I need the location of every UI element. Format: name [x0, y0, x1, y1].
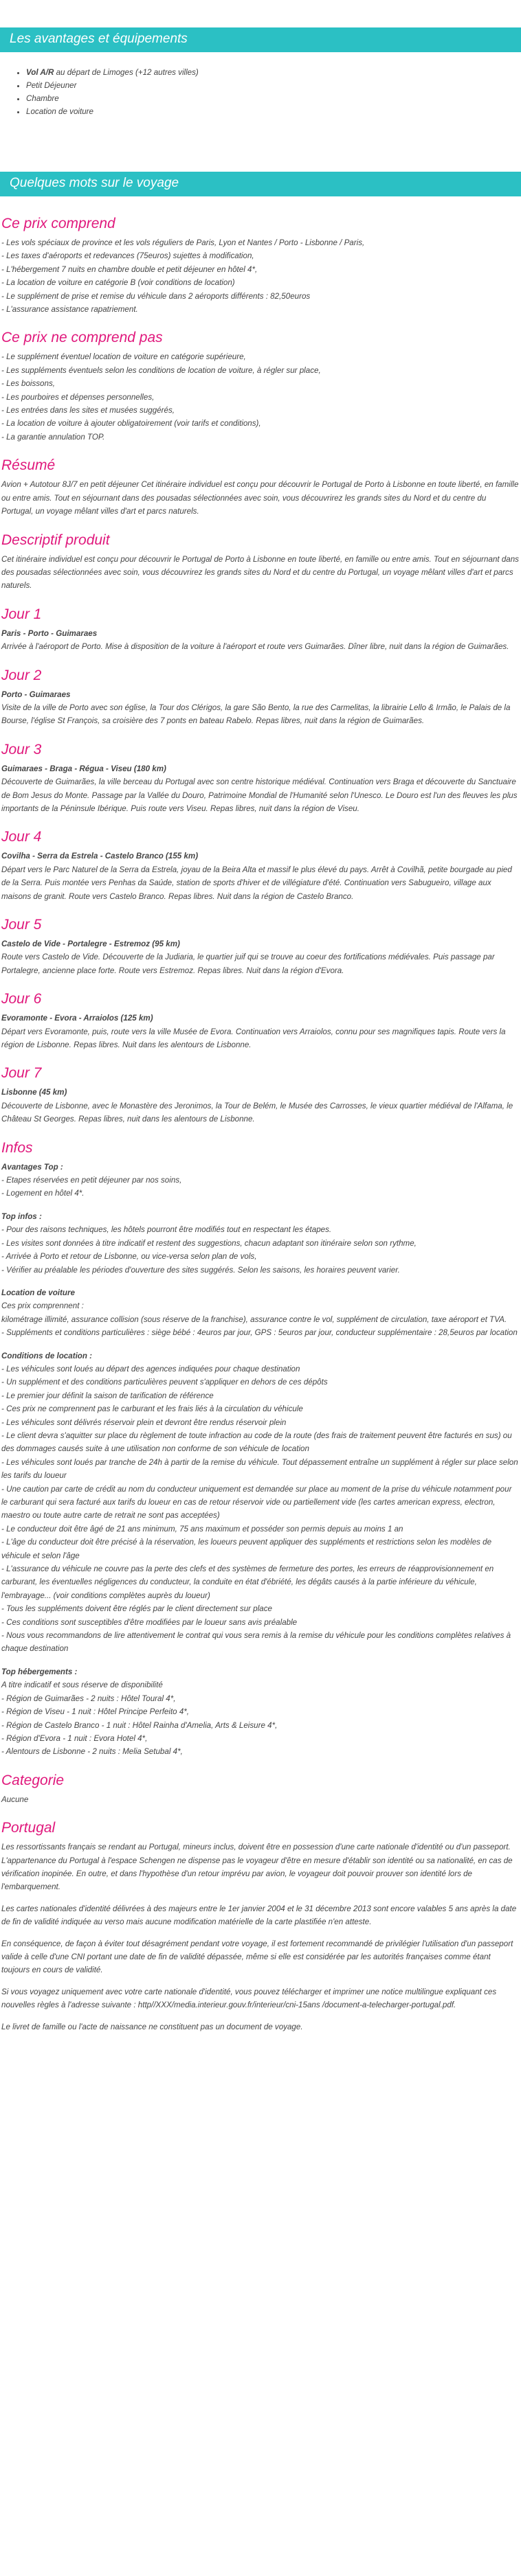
conditions-line: - Nous vous recommandons de lire attentivement le contrat qui vous sera remis à la remise du véhicule pour les conditions complètes relatives à chaque destination — [1, 1631, 511, 1654]
hotels-line: - Région de Viseu - 1 nuit : Hôtel Principe Perfeito 4*, — [1, 1707, 190, 1717]
top-infos-line: - Arrivée à Porto et retour de Lisbonne, ou vice-versa selon plan de vols, — [1, 1252, 257, 1262]
resume-title: Résumé — [1, 457, 56, 474]
categorie-title: Categorie — [1, 1772, 65, 1788]
day-text: Découverte de Lisbonne, avec le Monastère des Jeronimos, la Tour de Belém, le Musée des Carrosses, le vieux quartier médiéval de l'Alfama, le Château St Georges. Repas libres, nuit dans les alentours de Lisbonne. — [1, 1101, 513, 1124]
top-infos-list — [1, 1223, 520, 1277]
hotels-list — [1, 1678, 520, 1758]
hotels-line: - Région de Guimarães - 2 nuits : Hôtel Toural 4*, — [1, 1694, 176, 1703]
day-title: Jour 7 — [1, 1065, 42, 1082]
day-title: Jour 5 — [1, 917, 42, 933]
top-infos-title: Top infos : — [1, 1211, 42, 1221]
day-text: Départ vers Evoramonte, puis, route vers la ville Musée de Evora. Continuation vers Arraiolos, connu pour ses magnifiques tapis. Route vers la région de Lisbonne. Repas libres. Nuit dans les alentours de Lisbonne. — [1, 1027, 506, 1050]
portugal-paragraph: Les ressortissants français se rendant au Portugal, mineurs inclus, doivent être en possession d'une carte nationale d'identité ou d'un passeport. L'appartenance du Portugal à l'espace Schengen ne dispense pas le voyageur d'être en mesure d'établir son identité ou sa nationalité, en cas de vérification inopinée. En outre, et dans l'hypothèse d'un retour imprévu par avion, le voyageur doit pouvoir prouver son identité lors de l'embarquement. — [1, 1843, 513, 1892]
hotels-line: - Alentours de Lisbonne - 2 nuits : Melia Setubal 4*, — [1, 1747, 183, 1757]
includes-line: - Les vols spéciaux de province et les vols réguliers de Paris, Lyon et Nantes / Porto - Lisbonne / Paris, — [1, 238, 365, 247]
conditions-line: - Une caution par carte de crédit au nom du conducteur uniquement est demandée sur place au moment de la prise du véhicule notamment pour le carburant qui sera facturé aux tarifs du loueur en cas de retour réservoir vide ou partiellement vide (les cartes american express, electron, maestro ou toute autre carte de retrait ne sont pas acceptées) — [1, 1484, 512, 1520]
excludes-line: - Les entrées dans les sites et musées suggérés, — [1, 406, 175, 415]
portugal-paragraph: En conséquence, de façon à éviter tout désagrément pendant votre voyage, il est fortement recommandé de privilégier l'utilisation d'un passeport valide à celle d'une CNI portant une date de fin de validité dépassée, même si elle est considérée par les autorités françaises comme étant toujours en cours de validité. — [1, 1939, 513, 1975]
avantages-top-line: - Etapes réservées en petit déjeuner par nos soins, — [1, 1176, 182, 1185]
descriptif-title: Descriptif produit — [1, 532, 110, 548]
advantage-item: • Chambre — [26, 92, 521, 105]
conditions-line: - Le client devra s'aquitter sur place du règlement de toute infraction au code de la route (des frais de traitement peuvent être facturés en sus) ou des dommages causés suite à une utilisation non conforme de son véhicule de location — [1, 1431, 512, 1454]
day-text: Départ vers le Parc Naturel de la Serra da Estrela, joyau de la Beira Alta et massif le plus élevé du pays. Arrêt à Covilhã, petite bourgade au pied de la Serra. Puis montée vers Penhas da Saúde, station de sports d'hiver et de villégiature d'été. Continuation vers Sabugueiro, village aux maisons de granit. Route vers Castelo Branco. Repas libres. Nuit dans la région de Castelo Branco. — [1, 865, 512, 901]
includes-line: - L'hébergement 7 nuits en chambre double et petit déjeuner en hôtel 4*, — [1, 264, 258, 274]
top-infos-line: - Les visites sont données à titre indicatif et restent des suggestions, chacun adaptant son itinéraire selon son rythme, — [1, 1238, 417, 1248]
conditions-line: - Le conducteur doit être âgé de 21 ans minimum, 75 ans maximum et posséder son permis depuis au moins 1 an — [1, 1524, 403, 1534]
conditions-list — [1, 1363, 520, 1656]
advantage-item: • Vol A/R au départ de Limoges (+12 autres villes) — [26, 66, 521, 79]
excludes-title: Ce prix ne comprend pas — [1, 330, 163, 346]
day-subtitle: Lisbonne (45 km) — [1, 1088, 67, 1097]
includes-line: - L'assurance assistance rapatriement. — [1, 305, 138, 315]
advantage-item: • Location de voiture — [26, 105, 521, 118]
conditions-line: - Les véhicules sont loués au départ des agences indiquées pour chaque destination — [1, 1364, 300, 1374]
conditions-line: - Le premier jour définit la saison de tarification de référence — [1, 1391, 214, 1400]
includes-line: - Le supplément de prise et remise du véhicule dans 2 aéroports différents : 82,50euros — [1, 291, 311, 301]
day-subtitle: Paris - Porto - Guimaraes — [1, 628, 98, 638]
day-title: Jour 3 — [1, 741, 42, 757]
portugal-paragraph: Si vous voyagez uniquement avec votre carte nationale d'identité, vous pouvez télécharger et imprimer une notice multilingue expliquant ces nouvelles règles à l'adresse suivante : http//XXX/media.interieur.gouv.fr/interieur/cni-15ans /document-a-telecharger-portugal.pdf. — [1, 1987, 497, 2010]
conditions-line: - Un supplément et des conditions particulières peuvent s'appliquer en dehors de ces dépôts — [1, 1378, 328, 1387]
page — [0, 27, 521, 2576]
hotels-line: - Région d'Evora - 1 nuit : Evora Hotel 4*, — [1, 1733, 148, 1743]
advantages-list — [0, 66, 521, 118]
resume-text: Avion + Autotour 8J/7 en petit déjeuner Cet itinéraire individuel est conçu pour découvrir le Portugal de Porto à Lisbonne en toute liberté, en famille ou entre amis. Tout en séjournant dans des pousadas sélectionnées avec soin, vous découvrirez les grands sites du Nord et du centre du Portugal, un voyage mêlant villes d'art et parcs naturels. — [1, 480, 519, 516]
includes-line: - Les taxes d'aéroports et redevances (75euros) sujettes à modification, — [1, 251, 254, 261]
portugal-paragraph: Les cartes nationales d'identité délivrées à des majeurs entre le 1er janvier 2004 et le 31 décembre 2013 sont encore valables 5 ans après la date de fin de validité indiquée au verso mais aucune modification matérielle de la carte plastifiée n'en atteste. — [1, 1904, 517, 1927]
includes-title: Ce prix comprend — [1, 216, 115, 231]
categorie-value: Aucune — [1, 1794, 29, 1804]
portugal-title: Portugal — [1, 1820, 56, 1836]
conditions-line: - Tous les suppléments doivent être réglés par le client directement sur place — [1, 1604, 272, 1614]
day-subtitle: Castelo de Vide - Portalegre - Estremoz (95 km) — [1, 939, 180, 948]
location-list — [1, 1299, 520, 1339]
voyage-heading: Quelques mots sur le voyage — [0, 172, 521, 196]
conditions-line: - Les véhicules sont loués par tranche de 24h à partir de la remise du véhicule. Tout dépassement entraîne un supplément à régler sur place selon les tarifs du loueur — [1, 1457, 518, 1481]
includes-list — [1, 236, 520, 316]
conditions-line: - Les véhicules sont délivrés réservoir plein et devront être rendus réservoir plein — [1, 1417, 287, 1427]
conditions-line: - Ces prix ne comprennent pas le carburant et les frais liés à la circulation du véhicule — [1, 1404, 303, 1414]
conditions-title: Conditions de location : — [1, 1351, 93, 1360]
excludes-line: - Les pourboires et dépenses personnelles, — [1, 392, 155, 402]
excludes-line: - La location de voiture à ajouter obligatoirement (voir tarifs et conditions), — [1, 419, 261, 429]
location-line: Ces prix comprennent : — [1, 1301, 84, 1311]
portugal-paragraph: Le livret de famille ou l'acte de naissance ne constituent pas un document de voyage. — [1, 2022, 303, 2031]
excludes-line: - Les suppléments éventuels selon les conditions de location de voiture, à régler sur place, — [1, 365, 321, 375]
advantages-heading: Les avantages et équipements — [0, 27, 521, 52]
conditions-line: - Ces conditions sont susceptibles d'être modifiées par le loueur sans avis préalable — [1, 1617, 298, 1627]
excludes-line: - Le supplément éventuel location de voiture en catégorie supérieure, — [1, 352, 246, 362]
hotels-line: - Région de Castelo Branco - 1 nuit : Hôtel Rainha d'Amelia, Arts & Leisure 4*, — [1, 1720, 278, 1730]
top-infos-line: - Pour des raisons techniques, les hôtels pourront être modifiés tout en respectant les étapes. — [1, 1225, 332, 1235]
excludes-line: - Les boissons, — [1, 379, 55, 389]
day-text: Arrivée à l'aéroport de Porto. Mise à disposition de la voiture à l'aéroport et route vers Guimarães. Dîner libre, nuit dans la région de Guimarães. — [1, 642, 509, 652]
day-text: Route vers Castelo de Vide. Découverte de la Judiaria, le quartier juif qui se trouve au coeur des fortifications médiévales. Puis passage par Portalegre, ancienne place forte. Route vers Estremoz. Repas libres. Nuit dans la région d'Evora. — [1, 953, 495, 975]
includes-line: - La location de voiture en catégorie B (voir conditions de location) — [1, 278, 235, 288]
voyage-content — [0, 214, 521, 2033]
day-subtitle: Evoramonte - Evora - Arraiolos (125 km) — [1, 1014, 153, 1023]
day-title: Jour 1 — [1, 606, 42, 622]
descriptif-text: Cet itinéraire individuel est conçu pour découvrir le Portugal de Porto à Lisbonne en toute liberté, en famille ou entre amis. Tout en séjournant dans des pousadas sélectionnées avec soin, vous découvrirez les grands sites du Nord et du centre du Portugal, un voyage mêlant villes d'art et parcs naturels. — [1, 554, 519, 591]
avantages-top-list — [1, 1174, 520, 1200]
day-subtitle: Guimaraes - Braga - Régua - Viseu (180 km) — [1, 764, 166, 773]
day-text: Visite de la ville de Porto avec son église, la Tour dos Clérigos, la gare São Bento, la rue des Carmelitas, la librairie Lello & Irmão, le Palais de la Bourse, l'église St François, sa croisière des 7 ponts en bateau Rabelo. Repas libres, nuit dans la région de Guimarães. — [1, 703, 511, 726]
day-text: Découverte de Guimarães, la ville berceau du Portugal avec son centre historique médiéval. Continuation vers Braga et découverte du Sanctuaire de Bom Jesus do Monte. Passage par la Vallée du Douro, Patrimoine Mondial de l'Humanité selon l'Unesco. Le Douro est l'un des fleuves les plus importants de la Péninsule Ibérique. Puis route vers Viseu. Repas libres, nuit dans la région de Viseu. — [1, 777, 518, 813]
location-title: Location de voiture — [1, 1288, 75, 1297]
day-subtitle: Porto - Guimaraes — [1, 689, 71, 699]
conditions-line: - L'assurance du véhicule ne couvre pas la perte des clefs et des systèmes de fermeture des portes, les erreurs de réapprovisionnement en carburant, les éventuelles négligences du conducteur, la conduite en état d'ébriété, les dégâts causés à la partie inférieure du véhicule, l'embrayage... (voir conditions complètes auprès du loueur) — [1, 1564, 494, 1600]
advantage-item: • Petit Déjeuner — [26, 79, 521, 92]
top-infos-line: - Vérifier au préalable les périodes d'ouverture des sites suggérés. Selon les saisons, les horaires peuvent varier. — [1, 1265, 400, 1275]
hotels-title: Top hébergements : — [1, 1667, 78, 1676]
day-title: Jour 6 — [1, 991, 42, 1007]
infos-title: Infos — [1, 1139, 33, 1156]
avantages-top-title: Avantages Top : — [1, 1162, 63, 1172]
hotels-line: A titre indicatif et sous réserve de disponibilité — [1, 1680, 163, 1690]
day-title: Jour 4 — [1, 829, 42, 845]
day-title: Jour 2 — [1, 667, 42, 683]
excludes-list — [1, 350, 520, 444]
conditions-line: - L'âge du conducteur doit être précisé à la réservation, les loueurs peuvent appliquer des suppléments et restrictions selon les modèles de véhicule et selon l'âge — [1, 1538, 492, 1560]
avantages-top-line: - Logement en hôtel 4*. — [1, 1189, 85, 1198]
location-line: - Suppléments et conditions particulières : siège bébé : 4euros par jour, GPS : 5euros par jour, conducteur supplémentaire : 28,5euros par location — [1, 1328, 518, 1338]
excludes-line: - La garantie annulation TOP. — [1, 432, 105, 442]
day-subtitle: Covilha - Serra da Estrela - Castelo Branco (155 km) — [1, 852, 199, 861]
location-line: kilométrage illimité, assurance collision (sous réserve de la franchise), assurance contre le vol, supplément de circulation, taxe aéroport et TVA. — [1, 1314, 507, 1324]
